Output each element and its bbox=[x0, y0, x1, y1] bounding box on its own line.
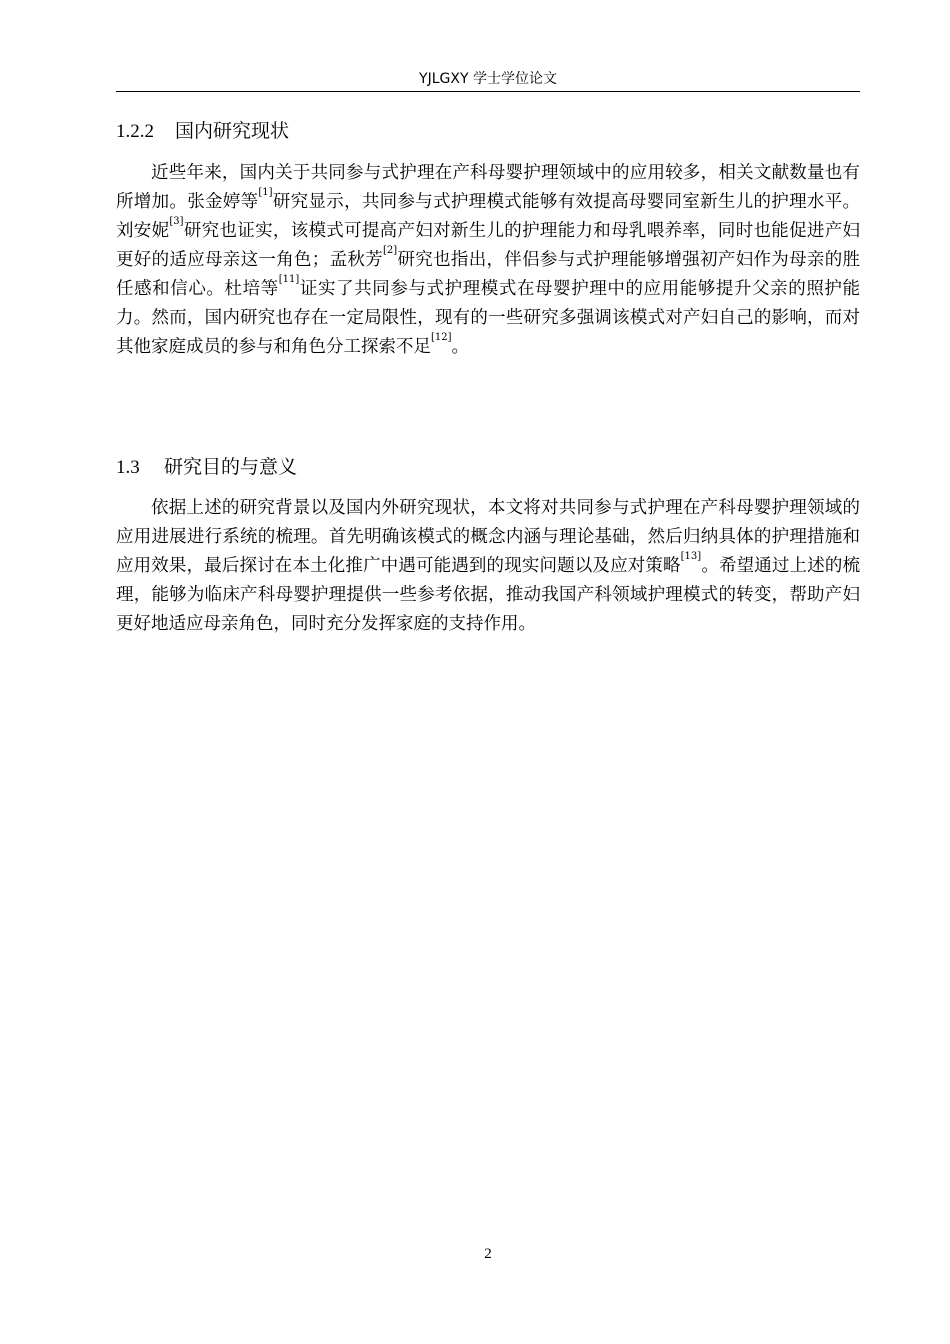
citation-ref[interactable]: [3] bbox=[169, 216, 184, 227]
paragraph-text: 依据上述的研究背景以及国内外研究现状，本文将对共同参与式护理在产科母婴护理领域的应用进展进行系统的梳理。首先明确该模式的概念内涵与理论基础，然后归纳具体的护理措施和应用效果，最后探讨在本土化推广中遇可能遇到的现实问题以及应对策略 bbox=[116, 498, 860, 576]
paragraph-purpose-significance bbox=[116, 494, 860, 639]
paragraph-domestic-research bbox=[116, 159, 860, 362]
section-title: 研究目的与意义 bbox=[164, 456, 298, 478]
section-heading-1-2-2 bbox=[116, 117, 289, 146]
page-number: 2 bbox=[484, 1246, 492, 1262]
section-number: 1.3 bbox=[116, 457, 140, 478]
running-header: YJLGXY 学士学位论文 bbox=[419, 71, 557, 87]
paragraph-text: 证实了共同参与式护理模式在母婴护理中的应用能够提升父亲的照护能力。然而，国内研究也存在一定局限性，现有的一些研究多强调该模式对产妇自己的影响，而对其他家庭成员的参与和角色分工探索不足 bbox=[116, 279, 860, 357]
paragraph-text: 研究也证实，该模式可提高产妇对新生儿的护理能力和母乳喂养率，同时也能促进产妇更好的适应母亲这一角色；孟秋芳 bbox=[116, 221, 861, 270]
paragraph-text: 近些年来，国内关于共同参与式护理在产科母婴护理领域中的应用较多，相关文献数量也有所增加。张金婷等 bbox=[116, 163, 860, 212]
citation-ref[interactable]: [1] bbox=[258, 187, 273, 198]
citation-ref[interactable]: [12] bbox=[431, 332, 452, 343]
header-rule bbox=[116, 91, 860, 92]
citation-ref[interactable]: [13] bbox=[680, 551, 702, 562]
paragraph-text: 研究也指出，伴侣参与式护理能够增强初产妇作为母亲的胜任感和信心。杜培等 bbox=[116, 250, 861, 299]
paragraph-text: 研究显示，共同参与式护理模式能够有效提高母婴同室新生儿的护理水平。刘安妮 bbox=[116, 192, 860, 241]
paragraph-text: 。希望通过上述的梳理，能够为临床产科母婴护理提供一些参考依据，推动我国产科领域护理模式的转变，帮助产妇更好地适应母亲角色，同时充分发挥家庭的支持作用。 bbox=[116, 556, 860, 634]
citation-ref[interactable]: [2] bbox=[383, 245, 398, 256]
section-heading-1-3 bbox=[116, 453, 297, 482]
section-number: 1.2.2 bbox=[116, 121, 154, 142]
section-title: 国内研究现状 bbox=[175, 120, 290, 142]
citation-ref[interactable]: [11] bbox=[278, 274, 300, 285]
paragraph-text: 。 bbox=[451, 337, 470, 357]
